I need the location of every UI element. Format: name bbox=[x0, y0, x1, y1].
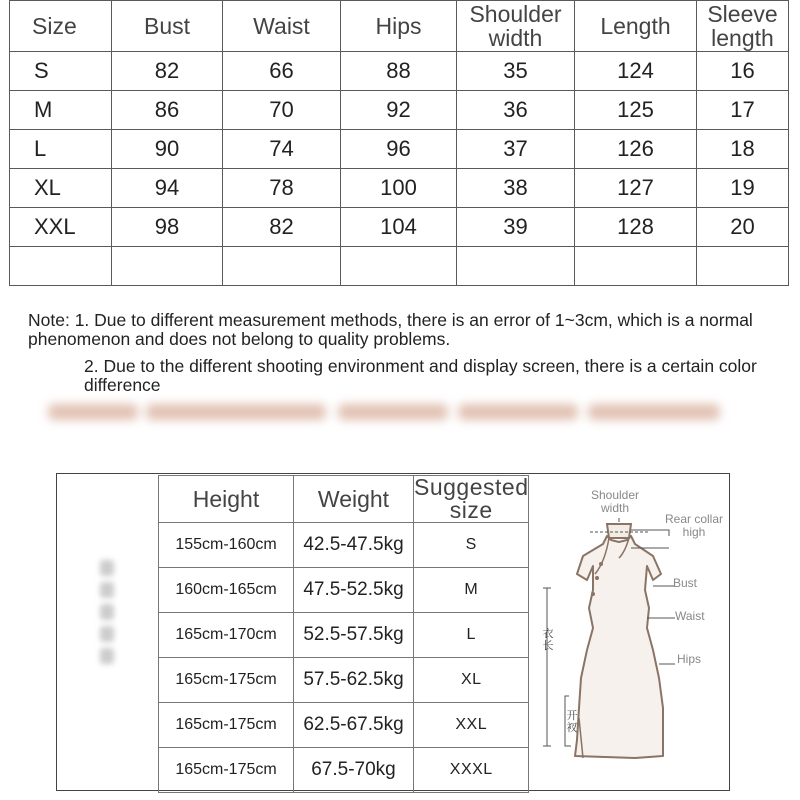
cell-weight: 62.5-67.5kg bbox=[294, 703, 414, 748]
cell-bust: 82 bbox=[112, 52, 223, 91]
header-waist: Waist bbox=[223, 1, 341, 52]
header-shoulder-width bbox=[457, 1, 575, 52]
cell-sleeve: 16 bbox=[697, 52, 789, 91]
cell-bust: 86 bbox=[112, 91, 223, 130]
cell-waist: 78 bbox=[223, 169, 341, 208]
cell-hips: 100 bbox=[341, 169, 457, 208]
cell-suggested-size: S bbox=[414, 523, 529, 568]
header-suggested-size bbox=[414, 476, 529, 523]
table-row bbox=[159, 568, 529, 613]
cell-shoulder: 35 bbox=[457, 52, 575, 91]
cell-height: 155cm-160cm bbox=[159, 523, 294, 568]
cell-weight: 52.5-57.5kg bbox=[294, 613, 414, 658]
cell-weight: 47.5-52.5kg bbox=[294, 568, 414, 613]
size-chart-table bbox=[9, 0, 789, 286]
cell-size: XXL bbox=[10, 208, 112, 247]
label-shoulder-line2: width bbox=[600, 501, 629, 515]
label-slit-height bbox=[566, 710, 578, 734]
dress-measurement-diagram bbox=[535, 478, 730, 790]
cell-shoulder: 37 bbox=[457, 130, 575, 169]
empty-cell bbox=[10, 247, 112, 286]
cell-length: 127 bbox=[575, 169, 697, 208]
cell-shoulder: 38 bbox=[457, 169, 575, 208]
dress-outline bbox=[575, 536, 663, 758]
empty-cell bbox=[223, 247, 341, 286]
header-shoulder-line2: width bbox=[488, 25, 543, 51]
cell-bust: 90 bbox=[112, 130, 223, 169]
label-length-char1: 衣 bbox=[542, 628, 554, 640]
header-height: Height bbox=[159, 476, 294, 523]
cell-suggested-size: XXXL bbox=[414, 748, 529, 793]
cell-length: 125 bbox=[575, 91, 697, 130]
cell-suggested-size: L bbox=[414, 613, 529, 658]
label-slit-char2: 衩 bbox=[566, 722, 578, 734]
table-row bbox=[10, 91, 789, 130]
cell-hips: 88 bbox=[341, 52, 457, 91]
label-shoulder-line1: Shoulder bbox=[590, 488, 640, 502]
label-collar-line1: Rear collar bbox=[664, 512, 724, 526]
cell-length: 124 bbox=[575, 52, 697, 91]
label-length-char2: 长 bbox=[542, 640, 554, 652]
cell-shoulder: 39 bbox=[457, 208, 575, 247]
table-row bbox=[159, 703, 529, 748]
cell-bust: 98 bbox=[112, 208, 223, 247]
cell-waist: 66 bbox=[223, 52, 341, 91]
cell-height: 165cm-175cm bbox=[159, 703, 294, 748]
table-row bbox=[10, 130, 789, 169]
label-bust: Bust bbox=[673, 576, 698, 590]
cell-length: 126 bbox=[575, 130, 697, 169]
cell-bust: 94 bbox=[112, 169, 223, 208]
cell-sleeve: 20 bbox=[697, 208, 789, 247]
header-shoulder-line1: Shoulder bbox=[469, 1, 562, 27]
cell-sleeve: 19 bbox=[697, 169, 789, 208]
size-chart-header-row bbox=[10, 1, 789, 52]
empty-table-row bbox=[10, 247, 789, 286]
cell-height: 165cm-175cm bbox=[159, 658, 294, 703]
cell-size: M bbox=[10, 91, 112, 130]
label-garment-length bbox=[542, 628, 554, 652]
label-rear-collar-high bbox=[658, 513, 730, 539]
blurred-watermark-text bbox=[48, 398, 720, 428]
cell-hips: 104 bbox=[341, 208, 457, 247]
label-shoulder-width bbox=[585, 489, 645, 515]
cell-suggested-size: M bbox=[414, 568, 529, 613]
table-row bbox=[159, 523, 529, 568]
header-sleeve-line2: length bbox=[711, 25, 774, 51]
table-row bbox=[10, 52, 789, 91]
cell-hips: 96 bbox=[341, 130, 457, 169]
cell-waist: 70 bbox=[223, 91, 341, 130]
blurred-side-text bbox=[92, 560, 122, 670]
label-hips: Hips bbox=[677, 652, 702, 666]
header-suggested-line2: size bbox=[449, 497, 493, 523]
table-row bbox=[10, 208, 789, 247]
suggestion-header-row bbox=[159, 476, 529, 523]
header-hips: Hips bbox=[341, 1, 457, 52]
cell-sleeve: 18 bbox=[697, 130, 789, 169]
empty-cell bbox=[341, 247, 457, 286]
cell-height: 160cm-165cm bbox=[159, 568, 294, 613]
header-sleeve-length bbox=[697, 1, 789, 52]
cell-hips: 92 bbox=[341, 91, 457, 130]
label-slit-char1: 开 bbox=[566, 710, 578, 722]
cell-suggested-size: XXL bbox=[414, 703, 529, 748]
empty-cell bbox=[575, 247, 697, 286]
cell-suggested-size: XL bbox=[414, 658, 529, 703]
cell-sleeve: 17 bbox=[697, 91, 789, 130]
header-suggested-line1: Suggested bbox=[414, 474, 529, 500]
size-suggestion-table bbox=[158, 475, 529, 793]
cell-height: 165cm-170cm bbox=[159, 613, 294, 658]
table-row bbox=[159, 613, 529, 658]
note-color-difference: 2. Due to the different shooting environment and display screen, there is a certain color difference bbox=[84, 356, 757, 395]
header-size: Size bbox=[10, 1, 112, 52]
table-row bbox=[10, 169, 789, 208]
cell-size: L bbox=[10, 130, 112, 169]
header-length: Length bbox=[575, 1, 697, 52]
table-row bbox=[159, 658, 529, 703]
header-weight: Weight bbox=[294, 476, 414, 523]
cell-length: 128 bbox=[575, 208, 697, 247]
header-bust: Bust bbox=[112, 1, 223, 52]
note-measurement-error: Note: 1. Due to different measurement methods, there is an error of 1~3cm, which is a normal phenomenon and does not belong to quality problems. bbox=[28, 310, 753, 349]
cell-shoulder: 36 bbox=[457, 91, 575, 130]
cell-size: S bbox=[10, 52, 112, 91]
label-waist: Waist bbox=[675, 609, 705, 623]
cell-waist: 74 bbox=[223, 130, 341, 169]
cell-weight: 67.5-70kg bbox=[294, 748, 414, 793]
cell-weight: 42.5-47.5kg bbox=[294, 523, 414, 568]
empty-cell bbox=[457, 247, 575, 286]
table-row bbox=[159, 748, 529, 793]
cell-waist: 82 bbox=[223, 208, 341, 247]
empty-cell bbox=[112, 247, 223, 286]
cell-height: 165cm-175cm bbox=[159, 748, 294, 793]
empty-cell bbox=[697, 247, 789, 286]
cell-size: XL bbox=[10, 169, 112, 208]
header-sleeve-line1: Sleeve bbox=[707, 1, 778, 27]
label-collar-line2: high bbox=[682, 525, 706, 539]
cell-weight: 57.5-62.5kg bbox=[294, 658, 414, 703]
dress-collar bbox=[607, 524, 631, 538]
